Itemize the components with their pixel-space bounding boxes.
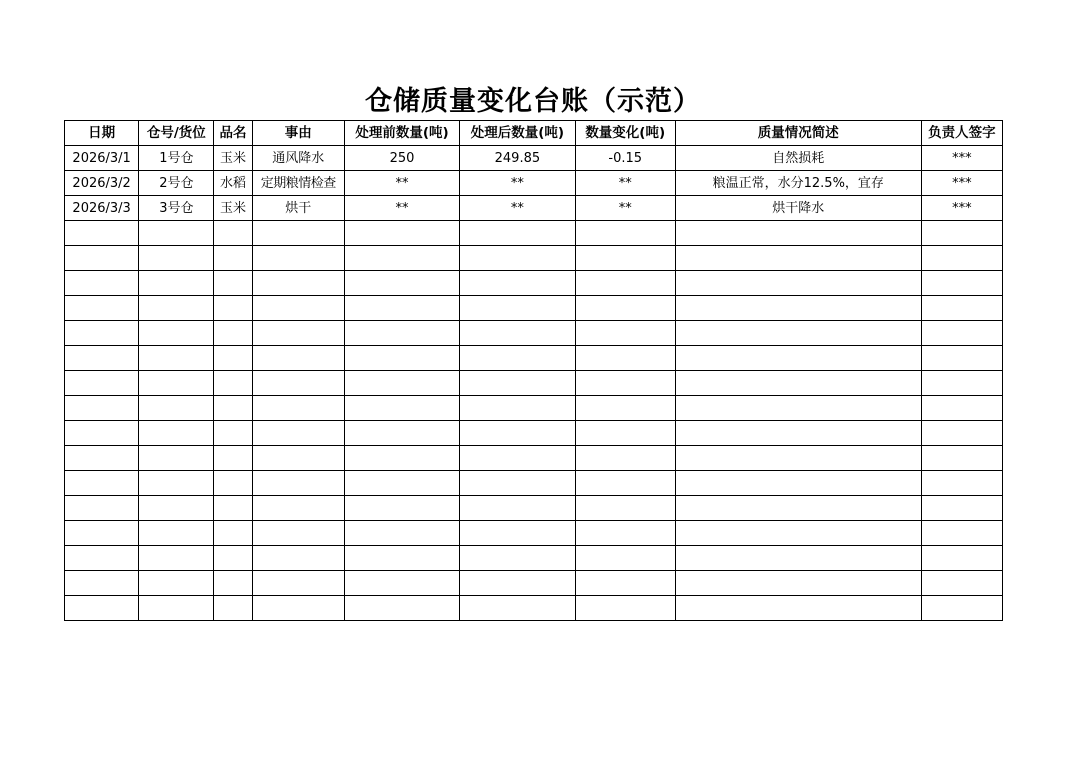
empty-cell[interactable]	[139, 346, 214, 371]
empty-cell[interactable]	[65, 246, 139, 271]
empty-cell[interactable]	[214, 221, 252, 246]
empty-cell[interactable]	[65, 546, 139, 571]
empty-table-row	[65, 396, 1003, 421]
cell-qty-before[interactable]: 250	[344, 146, 459, 171]
empty-cell[interactable]	[921, 421, 1002, 446]
cell-product-name[interactable]: 水稻	[214, 171, 252, 196]
empty-cell[interactable]	[575, 296, 675, 321]
empty-cell[interactable]	[344, 571, 459, 596]
empty-cell[interactable]	[460, 471, 575, 496]
empty-cell[interactable]	[460, 496, 575, 521]
empty-cell[interactable]	[252, 396, 344, 421]
cell-product-name[interactable]: 玉米	[214, 196, 252, 221]
header-qty-change: 数量变化(吨)	[575, 121, 675, 146]
empty-cell[interactable]	[252, 446, 344, 471]
empty-cell[interactable]	[575, 396, 675, 421]
empty-cell[interactable]	[921, 446, 1002, 471]
empty-cell[interactable]	[214, 421, 252, 446]
empty-cell[interactable]	[65, 296, 139, 321]
empty-cell[interactable]	[921, 346, 1002, 371]
empty-cell[interactable]	[460, 421, 575, 446]
empty-cell[interactable]	[344, 546, 459, 571]
cell-qty-change[interactable]: -0.15	[575, 146, 675, 171]
header-qty-before: 处理前数量(吨)	[344, 121, 459, 146]
empty-table-row	[65, 446, 1003, 471]
empty-cell[interactable]	[139, 521, 214, 546]
empty-cell[interactable]	[252, 221, 344, 246]
empty-cell[interactable]	[921, 246, 1002, 271]
cell-date[interactable]: 2026/3/3	[65, 196, 139, 221]
cell-matter[interactable]: 定期粮情检查	[252, 171, 344, 196]
header-matter: 事由	[252, 121, 344, 146]
cell-quality-summary[interactable]: 烘干降水	[675, 196, 921, 221]
empty-cell[interactable]	[65, 221, 139, 246]
empty-table-row	[65, 221, 1003, 246]
header-row	[65, 121, 1003, 146]
header-qty-after: 处理后数量(吨)	[460, 121, 575, 146]
cell-qty-change[interactable]: **	[575, 196, 675, 221]
empty-cell[interactable]	[139, 421, 214, 446]
empty-cell[interactable]	[921, 571, 1002, 596]
cell-signature[interactable]: ***	[921, 146, 1002, 171]
empty-cell[interactable]	[921, 496, 1002, 521]
empty-cell[interactable]	[675, 496, 921, 521]
ledger-title: 仓储质量变化台账（示范）	[365, 86, 701, 117]
empty-cell[interactable]	[139, 246, 214, 271]
empty-cell[interactable]	[214, 371, 252, 396]
empty-cell[interactable]	[65, 321, 139, 346]
empty-cell[interactable]	[575, 521, 675, 546]
header-signature: 负责人签字	[921, 121, 1002, 146]
empty-cell[interactable]	[921, 596, 1002, 621]
empty-cell[interactable]	[65, 421, 139, 446]
cell-qty-after[interactable]: **	[460, 196, 575, 221]
empty-cell[interactable]	[139, 396, 214, 421]
empty-cell[interactable]	[139, 546, 214, 571]
empty-cell[interactable]	[252, 346, 344, 371]
empty-cell[interactable]	[344, 371, 459, 396]
cell-qty-before[interactable]: **	[344, 196, 459, 221]
empty-table-row	[65, 546, 1003, 571]
empty-cell[interactable]	[139, 446, 214, 471]
cell-signature[interactable]: ***	[921, 171, 1002, 196]
empty-cell[interactable]	[575, 371, 675, 396]
empty-cell[interactable]	[921, 296, 1002, 321]
empty-cell[interactable]	[344, 596, 459, 621]
cell-quality-summary[interactable]: 粮温正常，水分12.5%，宜存	[675, 171, 921, 196]
empty-cell[interactable]	[675, 371, 921, 396]
empty-cell[interactable]	[139, 221, 214, 246]
empty-cell[interactable]	[214, 496, 252, 521]
empty-cell[interactable]	[252, 521, 344, 546]
empty-cell[interactable]	[65, 471, 139, 496]
empty-cell[interactable]	[65, 371, 139, 396]
empty-cell[interactable]	[460, 321, 575, 346]
empty-cell[interactable]	[675, 296, 921, 321]
header-date: 日期	[65, 121, 139, 146]
empty-cell[interactable]	[252, 596, 344, 621]
empty-cell[interactable]	[921, 321, 1002, 346]
empty-cell[interactable]	[344, 471, 459, 496]
header-product-name: 品名	[214, 121, 252, 146]
empty-table-row	[65, 421, 1003, 446]
empty-cell[interactable]	[344, 246, 459, 271]
empty-cell[interactable]	[575, 246, 675, 271]
empty-cell[interactable]	[214, 271, 252, 296]
empty-cell[interactable]	[460, 396, 575, 421]
empty-cell[interactable]	[460, 271, 575, 296]
empty-cell[interactable]	[575, 421, 675, 446]
header-quality-summary: 质量情况简述	[675, 121, 921, 146]
empty-cell[interactable]	[65, 271, 139, 296]
cell-qty-change[interactable]: **	[575, 171, 675, 196]
empty-cell[interactable]	[252, 246, 344, 271]
empty-cell[interactable]	[139, 371, 214, 396]
empty-cell[interactable]	[344, 221, 459, 246]
empty-cell[interactable]	[921, 521, 1002, 546]
empty-table-row	[65, 571, 1003, 596]
empty-cell[interactable]	[460, 521, 575, 546]
empty-cell[interactable]	[921, 471, 1002, 496]
empty-cell[interactable]	[65, 571, 139, 596]
empty-table-row	[65, 596, 1003, 621]
empty-cell[interactable]	[575, 221, 675, 246]
empty-cell[interactable]	[460, 446, 575, 471]
empty-cell[interactable]	[575, 446, 675, 471]
empty-cell[interactable]	[344, 321, 459, 346]
empty-cell[interactable]	[252, 296, 344, 321]
table-row	[65, 171, 1003, 196]
table-row	[65, 146, 1003, 171]
empty-cell[interactable]	[252, 371, 344, 396]
empty-cell[interactable]	[921, 371, 1002, 396]
cell-qty-after[interactable]: **	[460, 171, 575, 196]
cell-date[interactable]: 2026/3/1	[65, 146, 139, 171]
cell-date[interactable]: 2026/3/2	[65, 171, 139, 196]
empty-cell[interactable]	[575, 346, 675, 371]
empty-cell[interactable]	[675, 446, 921, 471]
empty-cell[interactable]	[344, 296, 459, 321]
empty-cell[interactable]	[460, 571, 575, 596]
empty-cell[interactable]	[65, 446, 139, 471]
cell-signature[interactable]: ***	[921, 196, 1002, 221]
empty-cell[interactable]	[460, 296, 575, 321]
empty-cell[interactable]	[460, 596, 575, 621]
empty-cell[interactable]	[214, 246, 252, 271]
empty-cell[interactable]	[65, 496, 139, 521]
header-bin: 仓号/货位	[139, 121, 214, 146]
empty-cell[interactable]	[675, 571, 921, 596]
cell-quality-summary[interactable]: 自然损耗	[675, 146, 921, 171]
cell-bin[interactable]: 1号仓	[139, 146, 214, 171]
empty-cell[interactable]	[252, 546, 344, 571]
empty-table-row	[65, 521, 1003, 546]
empty-cell[interactable]	[921, 221, 1002, 246]
empty-cell[interactable]	[214, 471, 252, 496]
empty-cell[interactable]	[139, 496, 214, 521]
empty-cell[interactable]	[344, 521, 459, 546]
empty-cell[interactable]	[344, 446, 459, 471]
empty-cell[interactable]	[65, 396, 139, 421]
empty-cell[interactable]	[214, 446, 252, 471]
empty-cell[interactable]	[344, 421, 459, 446]
empty-cell[interactable]	[575, 496, 675, 521]
empty-cell[interactable]	[252, 571, 344, 596]
empty-cell[interactable]	[575, 271, 675, 296]
empty-cell[interactable]	[252, 321, 344, 346]
empty-cell[interactable]	[675, 471, 921, 496]
empty-cell[interactable]	[252, 421, 344, 446]
empty-cell[interactable]	[214, 296, 252, 321]
table-row	[65, 196, 1003, 221]
empty-cell[interactable]	[344, 271, 459, 296]
empty-cell[interactable]	[675, 321, 921, 346]
empty-cell[interactable]	[214, 521, 252, 546]
empty-table-row	[65, 371, 1003, 396]
empty-cell[interactable]	[575, 546, 675, 571]
empty-cell[interactable]	[214, 396, 252, 421]
empty-cell[interactable]	[139, 571, 214, 596]
empty-table-row	[65, 321, 1003, 346]
empty-cell[interactable]	[65, 346, 139, 371]
empty-cell[interactable]	[214, 546, 252, 571]
empty-cell[interactable]	[460, 221, 575, 246]
empty-cell[interactable]	[675, 421, 921, 446]
empty-cell[interactable]	[675, 221, 921, 246]
empty-cell[interactable]	[675, 246, 921, 271]
quality-change-ledger-table	[64, 120, 1003, 621]
empty-cell[interactable]	[65, 596, 139, 621]
empty-cell[interactable]	[460, 371, 575, 396]
empty-cell[interactable]	[675, 346, 921, 371]
empty-cell[interactable]	[921, 396, 1002, 421]
cell-matter[interactable]: 烘干	[252, 196, 344, 221]
empty-cell[interactable]	[575, 596, 675, 621]
empty-cell[interactable]	[921, 271, 1002, 296]
empty-cell[interactable]	[344, 496, 459, 521]
empty-table-row	[65, 271, 1003, 296]
empty-cell[interactable]	[675, 521, 921, 546]
empty-cell[interactable]	[675, 271, 921, 296]
empty-cell[interactable]	[252, 471, 344, 496]
empty-cell[interactable]	[139, 596, 214, 621]
empty-cell[interactable]	[65, 521, 139, 546]
empty-cell[interactable]	[139, 271, 214, 296]
empty-cell[interactable]	[460, 246, 575, 271]
empty-table-row	[65, 346, 1003, 371]
cell-bin[interactable]: 2号仓	[139, 171, 214, 196]
empty-table-row	[65, 471, 1003, 496]
empty-table-row	[65, 296, 1003, 321]
empty-cell[interactable]	[675, 396, 921, 421]
empty-cell[interactable]	[252, 271, 344, 296]
empty-cell[interactable]	[575, 471, 675, 496]
empty-table-row	[65, 246, 1003, 271]
empty-cell[interactable]	[460, 546, 575, 571]
empty-cell[interactable]	[344, 396, 459, 421]
cell-product-name[interactable]: 玉米	[214, 146, 252, 171]
empty-cell[interactable]	[575, 571, 675, 596]
empty-cell[interactable]	[575, 321, 675, 346]
empty-cell[interactable]	[460, 346, 575, 371]
empty-table-row	[65, 496, 1003, 521]
empty-cell[interactable]	[921, 546, 1002, 571]
empty-cell[interactable]	[214, 321, 252, 346]
empty-cell[interactable]	[675, 596, 921, 621]
empty-cell[interactable]	[214, 596, 252, 621]
empty-cell[interactable]	[139, 321, 214, 346]
cell-qty-before[interactable]: **	[344, 171, 459, 196]
empty-cell[interactable]	[214, 571, 252, 596]
empty-cell[interactable]	[214, 346, 252, 371]
empty-cell[interactable]	[344, 346, 459, 371]
empty-cell[interactable]	[252, 496, 344, 521]
empty-cell[interactable]	[139, 471, 214, 496]
cell-bin[interactable]: 3号仓	[139, 196, 214, 221]
empty-cell[interactable]	[139, 296, 214, 321]
cell-qty-after[interactable]: 249.85	[460, 146, 575, 171]
cell-matter[interactable]: 通风降水	[252, 146, 344, 171]
empty-cell[interactable]	[675, 546, 921, 571]
